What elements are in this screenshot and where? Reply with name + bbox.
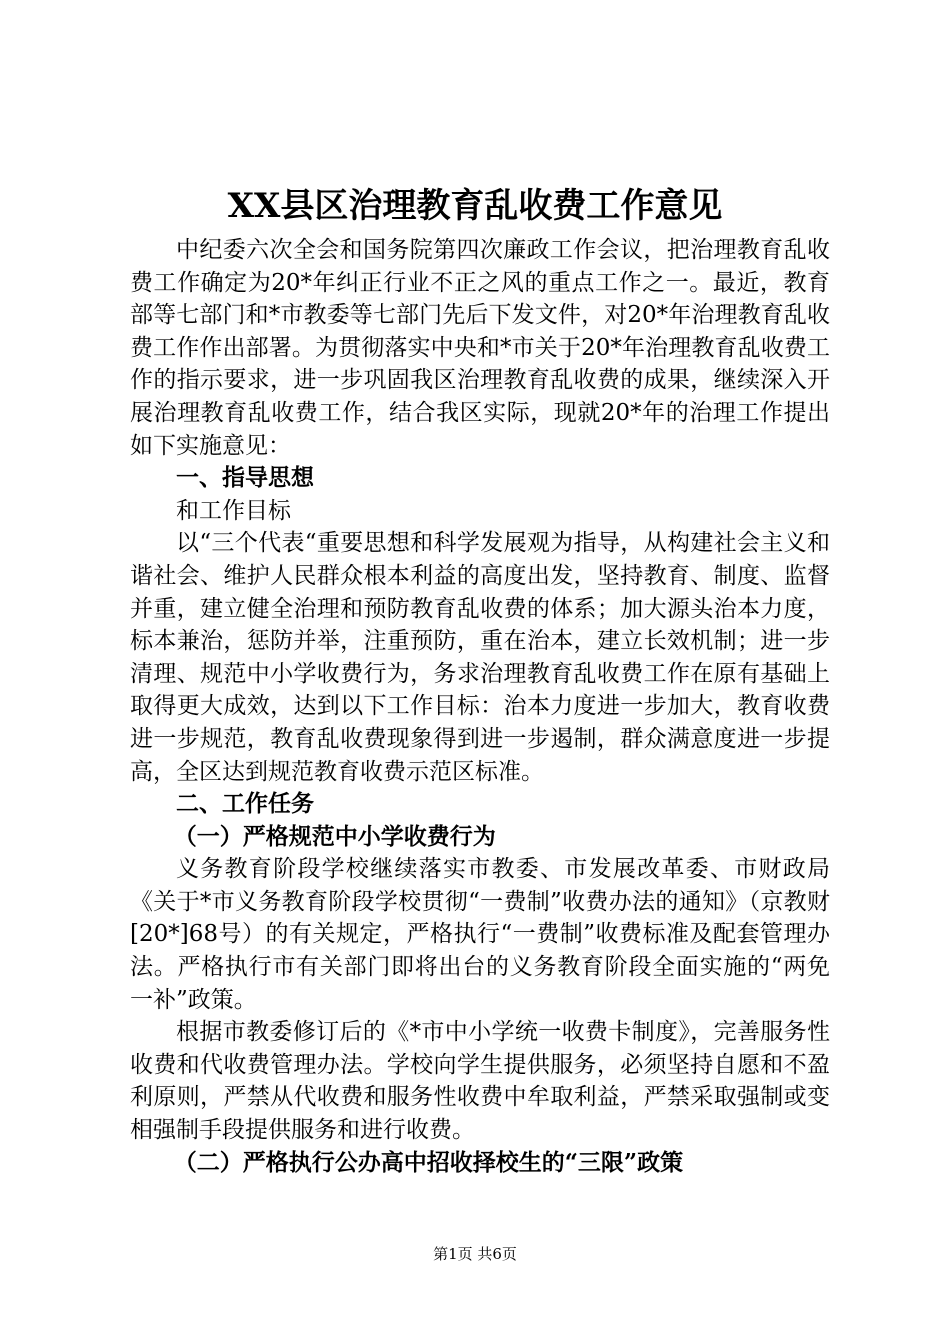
document-title: XX县区治理教育乱收费工作意见: [227, 186, 723, 226]
section-1-heading-continuation: 和工作目标: [176, 497, 291, 524]
subsection-2-heading: （二）严格执行公办高中招收择校生的“三限”政策: [173, 1148, 684, 1176]
subsection-1-paragraph-1: 义务教育阶段学校继续落实市教委、市发展改革委、市财政局《关于*市义务教育阶段学校贯彻“一费制”收费办法的通知》（京教财[20*]68号）的有关规定，严格执行“一费制”收费标准及配套管理办法。严格执行市有关部门即将出台的义务教育阶段全面实施的“两免一补”政策。: [130, 856, 830, 1013]
section-1-heading: 一、指导思想: [176, 464, 314, 492]
subsection-1-heading: （一）严格规范中小学收费行为: [173, 822, 496, 850]
section-1-body: 以“三个代表“重要思想和科学发展观为指导，从构建社会主义和谐社会、维护人民群众根本利益的高度出发，坚持教育、制度、监督并重，建立健全治理和预防教育乱收费的体系；加大源头治本力度，标本兼治，惩防并举，注重预防，重在治本，建立长效机制；进一步清理、规范中小学收费行为，务求治理教育乱收费工作在原有基础上取得更大成效，达到以下工作目标：治本力度进一步加大，教育收费进一步规范，教育乱收费现象得到进一步遏制，群众满意度进一步提高，全区达到规范教育收费示范区标准。: [130, 530, 830, 785]
intro-paragraph: 中纪委六次全会和国务院第四次廉政工作会议，把治理教育乱收费工作确定为20*年纠正行业不正之风的重点工作之一。最近，教育部等七部门和*市教委等七部门先后下发文件，对20*年治理教育乱收费工作作出部署。为贯彻落实中央和*市关于20*年治理教育乱收费工作的指示要求，进一步巩固我区治理教育乱收费的成果，继续深入开展治理教育乱收费工作，结合我区实际，现就20*年的治理工作提出如下实施意见：: [130, 237, 830, 459]
subsection-1-paragraph-2: 根据市教委修订后的《*市中小学统一收费卡制度》，完善服务性收费和代收费管理办法。学校向学生提供服务，必须坚持自愿和不盈利原则，严禁从代收费和服务性收费中牟取利益，严禁采取强制或变相强制手段提供服务和进行收费。: [130, 1019, 830, 1144]
page-footer: 第1页 共6页: [433, 1245, 517, 1263]
section-2-heading: 二、工作任务: [176, 790, 314, 818]
document-body: [130, 234, 830, 1179]
